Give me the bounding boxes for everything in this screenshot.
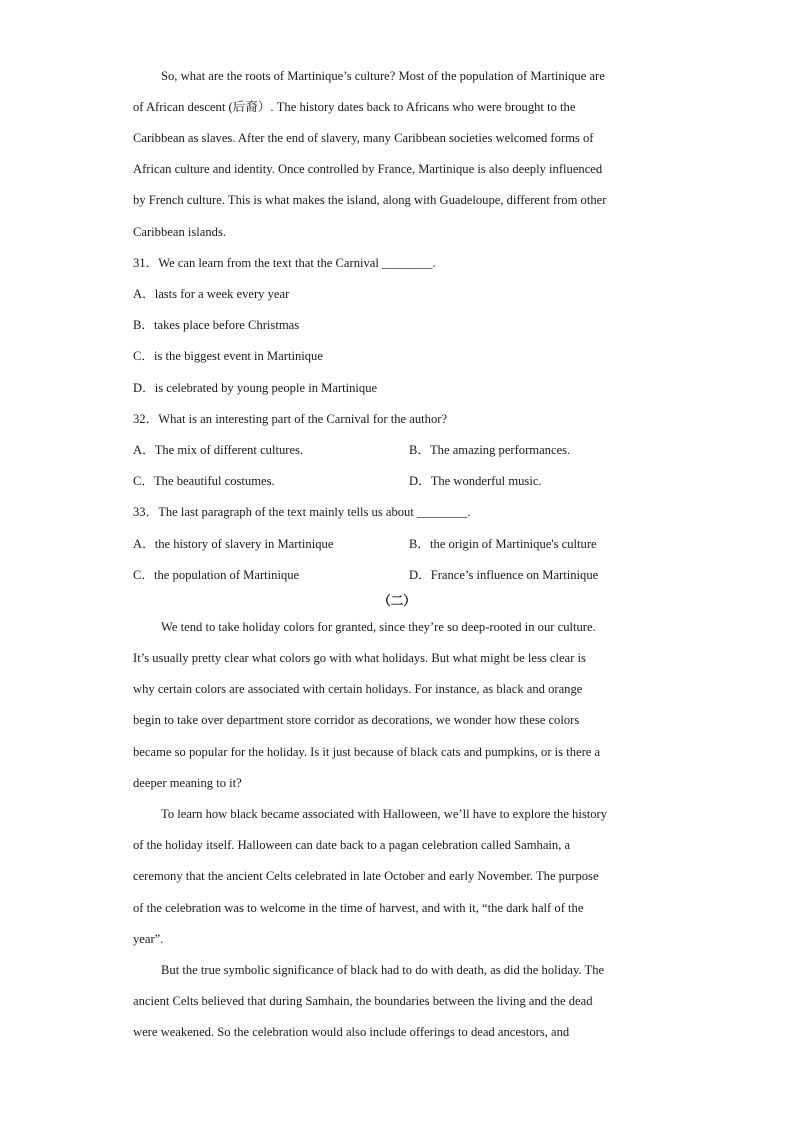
- passage1-line: Caribbean islands.: [133, 225, 227, 239]
- passage2-line: ancient Celts believed that during Samhain, the boundaries between the living and the dead: [133, 994, 593, 1008]
- question-stem: 32．What is an interesting part of the Carnival for the author?: [133, 412, 448, 426]
- option-a: A．The mix of different cultures.: [133, 443, 304, 457]
- option-a: A．the history of slavery in Martinique: [133, 537, 334, 551]
- passage2-line: begin to take over department store corridor as decorations, we wonder how these colors: [133, 713, 580, 727]
- passage2-line: of the celebration was to welcome in the time of harvest, and with it, “the dark half of the: [133, 901, 584, 915]
- passage1-line: So, what are the roots of Martinique’s culture? Most of the population of Martinique are: [161, 69, 605, 83]
- passage1-line: of African descent (后裔）. The history dates back to Africans who were brought to the: [133, 100, 576, 114]
- passage2-line: ceremony that the ancient Celts celebrated in late October and early November. The purpose: [133, 869, 599, 883]
- option-b: B．The amazing performances.: [409, 443, 571, 457]
- passage2-line: of the holiday itself. Halloween can date back to a pagan celebration called Samhain, a: [133, 838, 571, 852]
- section-heading: （二）: [378, 594, 416, 608]
- option-a: A．lasts for a week every year: [133, 287, 290, 301]
- passage2-line: To learn how black became associated with Halloween, we’ll have to explore the history: [161, 807, 608, 821]
- option-c: C．The beautiful costumes.: [133, 474, 275, 488]
- option-b: B．the origin of Martinique's culture: [409, 537, 597, 551]
- passage2-line: became so popular for the holiday. Is it just because of black cats and pumpkins, or is there a: [133, 745, 601, 759]
- option-d: D．is celebrated by young people in Martinique: [133, 381, 378, 395]
- option-c: C．the population of Martinique: [133, 568, 300, 582]
- question-stem: 31．We can learn from the text that the Carnival ________.: [133, 256, 436, 270]
- passage2-line: We tend to take holiday colors for granted, since they’re so deep-rooted in our culture.: [161, 620, 596, 634]
- passage2-line: deeper meaning to it?: [133, 776, 242, 790]
- option-d: D．France’s influence on Martinique: [409, 568, 599, 582]
- passage2-line: year”.: [133, 932, 164, 946]
- option-c: C．is the biggest event in Martinique: [133, 349, 323, 363]
- passage1-line: African culture and identity. Once controlled by France, Martinique is also deeply influenced: [133, 162, 603, 176]
- option-b: B．takes place before Christmas: [133, 318, 300, 332]
- passage2-line: why certain colors are associated with certain holidays. For instance, as black and orange: [133, 682, 583, 696]
- passage2-line: But the true symbolic significance of black had to do with death, as did the holiday. The: [161, 963, 605, 977]
- passage2-line: were weakened. So the celebration would also include offerings to dead ancestors, and: [133, 1025, 570, 1039]
- passage2-line: It’s usually pretty clear what colors go with what holidays. But what might be less clear is: [133, 651, 586, 665]
- option-d: D．The wonderful music.: [409, 474, 542, 488]
- passage1-line: by French culture. This is what makes the island, along with Guadeloupe, different from other: [133, 193, 607, 207]
- passage1-line: Caribbean as slaves. After the end of slavery, many Caribbean societies welcomed forms of: [133, 131, 594, 145]
- question-stem: 33．The last paragraph of the text mainly tells us about ________.: [133, 505, 471, 519]
